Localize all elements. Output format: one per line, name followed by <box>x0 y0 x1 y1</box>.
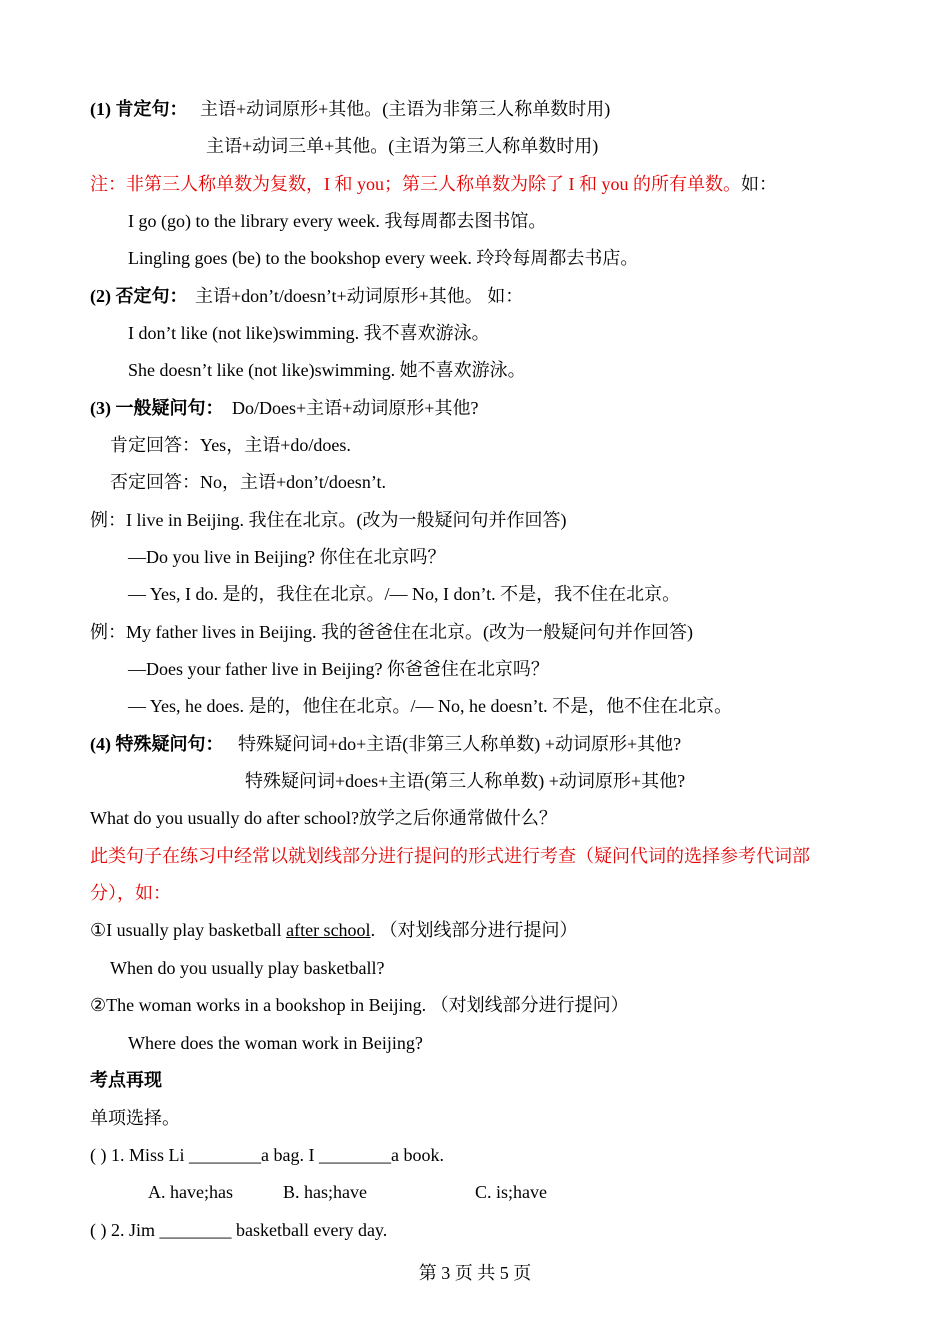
section1-note: 注：非第三人称单数为复数，I 和 you；第三人称单数为除了 I 和 you 的所有单数。 <box>90 174 741 194</box>
section4-question-1-answer: When do you usually play basketball? <box>110 958 385 978</box>
section4-rule1: 特殊疑问词+do+主语(非第三人称单数) +动词原形+其他? <box>238 734 682 754</box>
exam-subheading: 单项选择。 <box>90 1108 180 1128</box>
section3-rule: Do/Does+主语+动词原形+其他? <box>232 398 479 418</box>
section1-note-suffix: 如： <box>741 174 777 194</box>
exam-heading: 考点再现 <box>90 1070 162 1090</box>
exam-question-2: ( ) 2. Jim ________ basketball every day. <box>90 1220 388 1240</box>
section2-example-1: I don’t like (not like)swimming. 我不喜欢游泳。 <box>128 323 490 343</box>
section3-example-2: 例：My father lives in Beijing. 我的爸爸住在北京。(改为一般疑问句并作回答) <box>90 622 693 642</box>
section4-question-2: ②The woman works in a bookshop in Beijing. （对划线部分进行提问） <box>90 995 629 1015</box>
section2-heading: (2) 否定句： <box>90 286 188 306</box>
section4-rule2: 特殊疑问词+does+主语(第三人称单数) +动词原形+其他? <box>245 771 686 791</box>
section4-question-2-answer: Where does the woman work in Beijing? <box>128 1033 423 1053</box>
exam-question-1-option-c: C. is;have <box>475 1182 547 1202</box>
section1-heading: (1) 肯定句： <box>90 99 188 119</box>
section4-example: What do you usually do after school?放学之后你通常做什么？ <box>90 808 557 828</box>
section3-example-1: 例：I live in Beijing. 我住在北京。(改为一般疑问句并作回答) <box>90 510 567 530</box>
section4-note-line1: 此类句子在练习中经常以就划线部分进行提问的形式进行考查（疑问代词的选择参考代词部 <box>90 846 810 866</box>
section3-heading: (3) 一般疑问句： <box>90 398 224 418</box>
section2-example-2: She doesn’t like (not like)swimming. 她不喜欢游泳。 <box>128 360 526 380</box>
question-1-underlined: after school <box>286 920 371 940</box>
question-1-prefix: ①I usually play basketball <box>90 920 287 940</box>
exam-question-1-option-b: B. has;have <box>283 1182 367 1202</box>
section1-example-2: Lingling goes (be) to the bookshop every week. 玲玲每周都去书店。 <box>128 248 639 268</box>
section1-note-line <box>90 172 777 196</box>
exam-question-1: ( ) 1. Miss Li ________a bag. I ________a book. <box>90 1145 444 1165</box>
section3-example-2-answer: — Yes, he does. 是的，他住在北京。/— No, he doesn’t. 不是，他不住在北京。 <box>128 696 733 716</box>
section1-example-1: I go (go) to the library every week. 我每周都去图书馆。 <box>128 211 547 231</box>
section1-rule1: 主语+动词原形+其他。(主语为非第三人称单数时用) <box>200 99 611 119</box>
section3-example-2-question: —Does your father live in Beijing? 你爸爸住在北京吗？ <box>128 659 549 679</box>
section4-heading: (4) 特殊疑问句： <box>90 734 224 754</box>
question-1-suffix: . （对划线部分进行提问） <box>370 920 578 940</box>
section2-rule: 主语+don’t/doesn’t+动词原形+其他。 如： <box>195 286 524 306</box>
section3-example-1-question: —Do you live in Beijing? 你住在北京吗？ <box>128 547 446 567</box>
section4-note-line2: 分），如： <box>90 883 171 903</box>
page-footer: 第 3 页 共 5 页 <box>418 1263 532 1283</box>
section3-example-1-answer: — Yes, I do. 是的，我住在北京。/— No, I don’t. 不是，我不住在北京。 <box>128 584 681 604</box>
section3-positive-answer: 肯定回答：Yes，主语+do/does. <box>110 435 351 455</box>
section3-negative-answer: 否定回答：No，主语+don’t/doesn’t. <box>110 472 386 492</box>
section4-question-1 <box>90 918 578 942</box>
exam-question-1-option-a: A. have;has <box>148 1182 233 1202</box>
section1-rule2: 主语+动词三单+其他。(主语为第三人称单数时用) <box>206 136 599 156</box>
